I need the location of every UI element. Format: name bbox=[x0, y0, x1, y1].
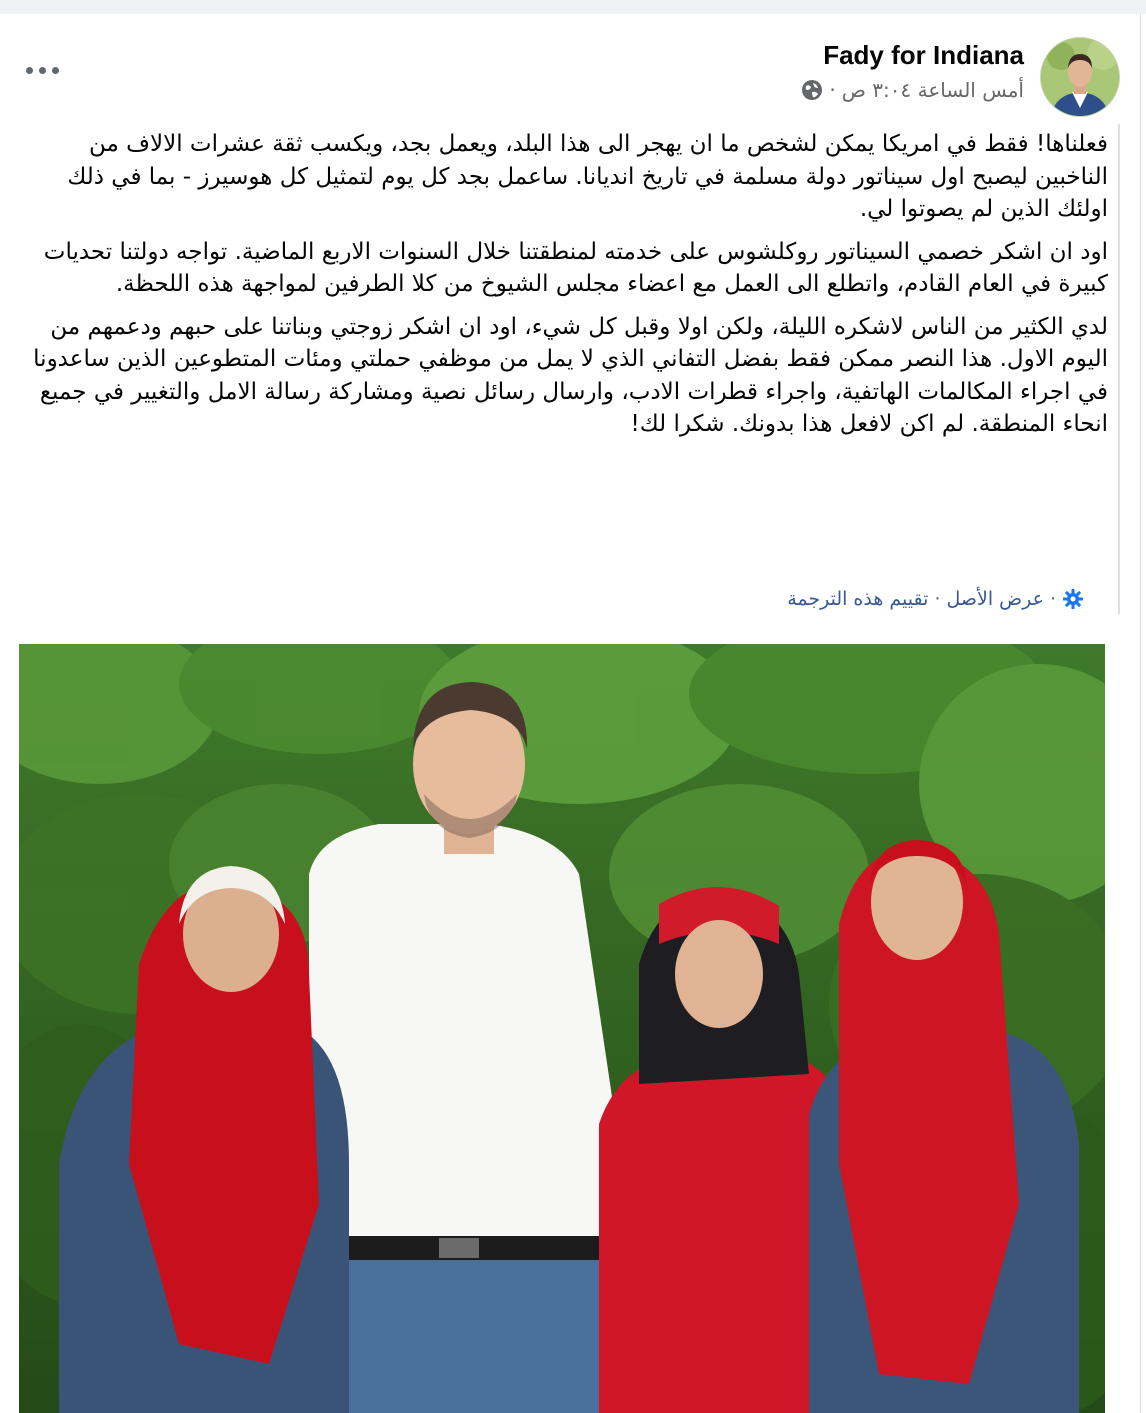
more-options-icon-dot bbox=[39, 67, 46, 74]
post-paragraph: لدي الكثير من الناس لاشكره الليلة، ولكن اولا وقبل كل شيء، اود ان اشكر زوجتي وبناتنا على حبهم ودعمهم من اليوم الاول. هذا النصر ممكن فقط بفضل التفاني الذي لا يمل من موظفي حملتي ومئات المتطوعين الذين ساعدونا في اجراء المكالمات الهاتفية، واجراء قطرات الادب، وارسال رسائل نصية ومشاركة رسالة الامل والتغيير في جميع انحاء المنطقة. لم اكن لافعل هذا بدونك. شكرا لك! bbox=[33, 313, 1108, 437]
post-paragraph: فعلناها! فقط في امريكا يمكن لشخص ما ان يهجر الى هذا البلد، ويعمل بجد، ويكسب ثقة عشرات الالاف من الناخبين ليصبح اول سيناتور دولة مسلمة في تاريخ انديانا. ساعمل بجد كل يوم لتمثيل كل هوسيرز - بما في ذلك اولئك الذين لم يصوتوا لي. bbox=[67, 131, 1108, 222]
meta-separator: · bbox=[829, 78, 836, 102]
author-avatar[interactable] bbox=[1040, 37, 1120, 117]
post-paragraph: اود ان اشكر خصمي السيناتور روكلشوس على خدمته لمنطقتنا خلال السنوات الاربع الماضية. تواجه دولتنا تحديات كبيرة في العام القادم، واتطلع الى العمل مع اعضاء مجلس الشيوخ من كلا الطرفين لمواجهة هذه اللحظة. bbox=[43, 238, 1108, 297]
post-text bbox=[28, 128, 1108, 451]
rate-translation-link[interactable]: تقييم هذه الترجمة bbox=[787, 588, 929, 610]
translation-separator: · bbox=[934, 588, 941, 610]
translation-bar bbox=[1118, 124, 1120, 614]
post-timestamp[interactable]: أمس الساعة ٣:٠٤ ص bbox=[841, 78, 1024, 102]
gear-icon[interactable] bbox=[1062, 588, 1084, 610]
feed-background bbox=[0, 0, 1146, 14]
post-photo[interactable] bbox=[19, 644, 1105, 1413]
more-options-icon-dot bbox=[52, 67, 59, 74]
translation-row bbox=[787, 588, 1084, 610]
more-options-button[interactable] bbox=[22, 55, 62, 85]
author-name[interactable]: Fady for Indiana bbox=[823, 40, 1024, 70]
globe-icon[interactable] bbox=[801, 79, 823, 101]
translation-separator: · bbox=[1049, 588, 1056, 610]
post-meta bbox=[801, 78, 1024, 102]
see-original-link[interactable]: عرض الأصل bbox=[946, 588, 1044, 610]
more-options-icon bbox=[26, 67, 33, 74]
